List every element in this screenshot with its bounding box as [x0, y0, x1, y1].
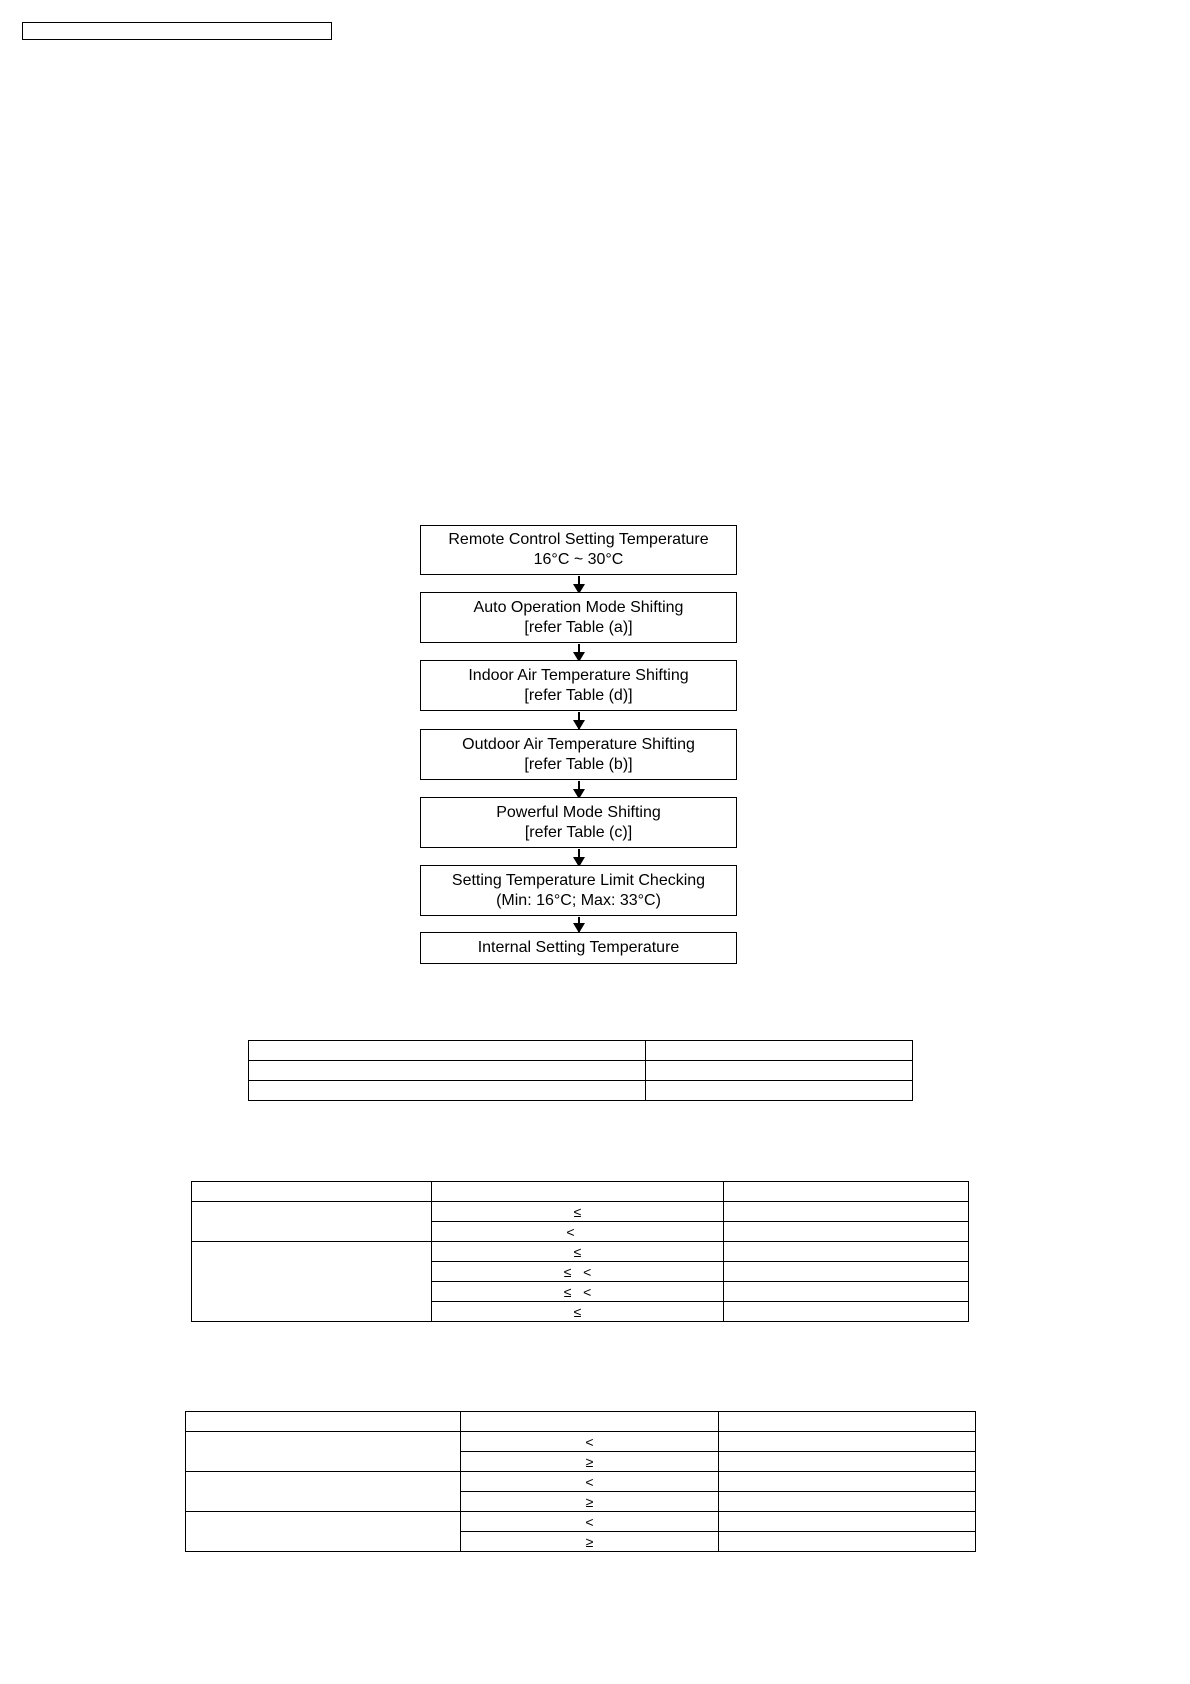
flow-step-text: Outdoor Air Temperature Shifting [462, 735, 695, 753]
comparison-symbol: < [566, 1223, 575, 1240]
table-row [249, 1061, 913, 1081]
comparison-symbol: ≥ [585, 1453, 594, 1470]
table-row [186, 1472, 976, 1492]
comparison-symbol: ≥ [585, 1533, 594, 1550]
flow-step-text: Powerful Mode Shifting [496, 803, 661, 821]
flow-arrow [578, 781, 580, 798]
comparison-symbol: ≤ < [563, 1263, 592, 1280]
flow-step-text: [refer Table (c)] [524, 823, 633, 841]
comparison-symbol: ≤ [573, 1203, 582, 1220]
flow-step-text: 16°C ~ 30°C [533, 551, 624, 568]
table-2 [191, 1181, 969, 1322]
header-frame [22, 22, 332, 40]
flow-step-auto-mode [420, 592, 737, 643]
flow-arrow [578, 576, 580, 593]
comparison-symbol: < [585, 1433, 594, 1450]
table-row [249, 1041, 913, 1061]
comparison-symbol: ≤ < [563, 1283, 592, 1300]
flow-step-text: [refer Table (d)] [524, 686, 633, 704]
flow-step-indoor-air [420, 660, 737, 711]
table-row [192, 1202, 969, 1222]
flow-step-remote-control [420, 525, 737, 575]
comparison-symbol: ≤ [573, 1303, 582, 1320]
comparison-symbol: ≤ [573, 1243, 582, 1260]
comparison-symbol: ≥ [585, 1493, 594, 1510]
flow-step-text: Indoor Air Temperature Shifting [468, 666, 689, 684]
flow-arrow [578, 917, 580, 932]
flow-step-text: Auto Operation Mode Shifting [473, 598, 684, 616]
comparison-symbol: < [585, 1473, 594, 1490]
table-row [192, 1182, 969, 1202]
flow-step-text: Setting Temperature Limit Checking [451, 871, 706, 889]
flow-step-powerful-mode [420, 797, 737, 848]
flow-step-text: [refer Table (b)] [524, 755, 633, 773]
table-row [249, 1081, 913, 1101]
flow-step-text: Internal Setting Temperature [477, 939, 680, 956]
table-row [186, 1412, 976, 1432]
flow-step-text: (Min: 16°C; Max: 33°C) [496, 891, 661, 909]
flow-step-internal-setting [420, 932, 737, 964]
flow-step-text: [refer Table (a)] [524, 618, 633, 636]
table-row [192, 1242, 969, 1262]
comparison-symbol: < [585, 1513, 594, 1530]
table-1 [248, 1040, 913, 1101]
table-row [186, 1512, 976, 1532]
flow-step-outdoor-air [420, 729, 737, 780]
flow-arrow [578, 712, 580, 729]
flow-step-limit-checking [420, 865, 737, 916]
flow-arrow [578, 849, 580, 866]
flow-arrow [578, 644, 580, 661]
table-3 [185, 1411, 976, 1552]
table-row [186, 1432, 976, 1452]
flow-step-text: Remote Control Setting Temperature [448, 531, 709, 548]
